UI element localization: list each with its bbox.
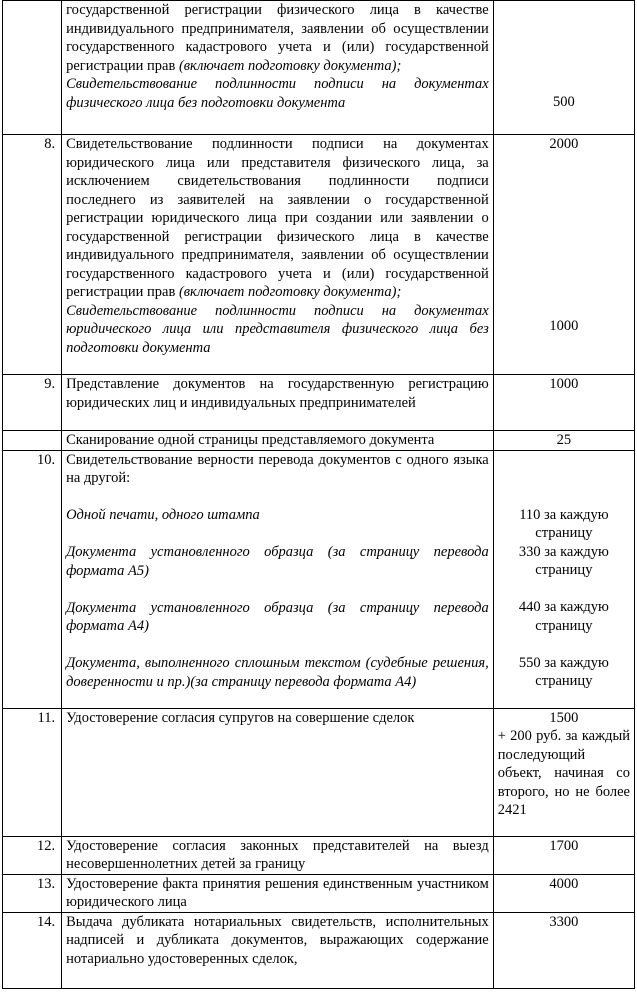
- table-row: [3, 431, 635, 451]
- row-number: 12.: [3, 836, 62, 874]
- table-row: [3, 912, 635, 988]
- row-number: 9.: [3, 375, 62, 431]
- list-item: Документа, выполненного сплошным текстом (судебные решения, доверенности и пр.)(за страницу перевода формата А4): [66, 655, 489, 690]
- row-price: 1700: [493, 836, 634, 874]
- row-number: 8.: [3, 135, 62, 375]
- row-text: Свидетельствование подлинности подписи на документах юридического лица или представителя физического лица, за исключением свидетельствования подлинности подписи последнего из заявителей на заявлении о государственной регистрации юридического лица при создании или заявлении о государственной регистрации физического лица в качестве индивидуального предпринимателя, заявлении об осуществлении государственного кадастрового учета и (или) государственной регистрации прав: [66, 136, 489, 300]
- price-value: 330 за каждую страницу: [518, 543, 609, 578]
- price-value: 1500: [549, 709, 579, 726]
- row-subtext: Свидетельствование подлинности подписи на документах физического лица без подготовки документа: [66, 76, 489, 111]
- row-text: государственной регистрации физического лица в качестве индивидуального предпринимателя, заявлении об осуществлении государственного кадастрового учета и (или) государственной регистрации прав: [66, 2, 489, 74]
- row-description: Сканирование одной страницы представляемого документа: [62, 431, 494, 451]
- price-value: 440 за каждую страницу: [518, 599, 609, 634]
- list-item: Документа установленного образца (за страницу перевода формата А4): [66, 599, 489, 634]
- price-value: 500: [553, 94, 575, 110]
- row-price: [493, 135, 634, 375]
- table-row: [3, 874, 635, 912]
- row-description: Удостоверение факта принятия решения единственным участником юридического лица: [62, 874, 494, 912]
- row-description: [62, 1, 494, 135]
- table-row: [3, 450, 635, 708]
- row-price: [493, 1, 634, 135]
- price-value: 1000: [549, 317, 579, 334]
- table-row: [3, 836, 635, 874]
- row-number: 11.: [3, 708, 62, 836]
- table-row: [3, 375, 635, 431]
- row-number: [3, 1, 62, 135]
- row-subtext: Свидетельствование подлинности подписи на документах юридического лица или представителя физического лица без подготовки документа: [66, 302, 489, 356]
- row-price: 25: [493, 431, 634, 451]
- row-text: Свидетельствование верности перевода документов с одного языка на другой:: [66, 451, 489, 486]
- fee-table: [2, 0, 635, 989]
- table-row: [3, 1, 635, 135]
- row-number: 10.: [3, 450, 62, 708]
- list-item: Документа установленного образца (за страницу перевода формата А5): [66, 544, 489, 579]
- price-value: 110 за каждую страницу: [519, 506, 609, 541]
- row-description: Удостоверение согласия супругов на совершение сделок: [62, 708, 494, 836]
- row-price: 1000: [493, 375, 634, 431]
- list-item: Одной печати, одного штампа: [66, 507, 260, 523]
- row-text-italic: (включает подготовку документа);: [178, 57, 402, 74]
- row-price: 3300: [493, 912, 634, 988]
- price-value: 2000: [549, 136, 579, 152]
- price-note: + 200 руб. за каждый последующий объект, начиная со второго, но не более 2421: [497, 728, 630, 818]
- price-value: 550 за каждую страницу: [518, 654, 609, 689]
- table-row: [3, 135, 635, 375]
- row-price: [493, 450, 634, 708]
- row-description: [62, 450, 494, 708]
- row-number: 13.: [3, 874, 62, 912]
- row-price: [493, 708, 634, 836]
- row-description: [62, 135, 494, 375]
- row-number: 14.: [3, 912, 62, 988]
- row-number: [3, 431, 62, 451]
- row-description: Выдача дубликата нотариальных свидетельств, исполнительных надписей и дубликата документов, выражающих содержание нотариально удостоверенных сделок,: [62, 912, 494, 988]
- row-price: 4000: [493, 874, 634, 912]
- row-description: Удостоверение согласия законных представителей на выезд несовершеннолетних детей за границу: [62, 836, 494, 874]
- row-text-italic: (включает подготовку документа);: [178, 284, 402, 300]
- table-row: [3, 708, 635, 836]
- row-description: Представление документов на государственную регистрацию юридических лиц и индивидуальных предпринимателей: [62, 375, 494, 431]
